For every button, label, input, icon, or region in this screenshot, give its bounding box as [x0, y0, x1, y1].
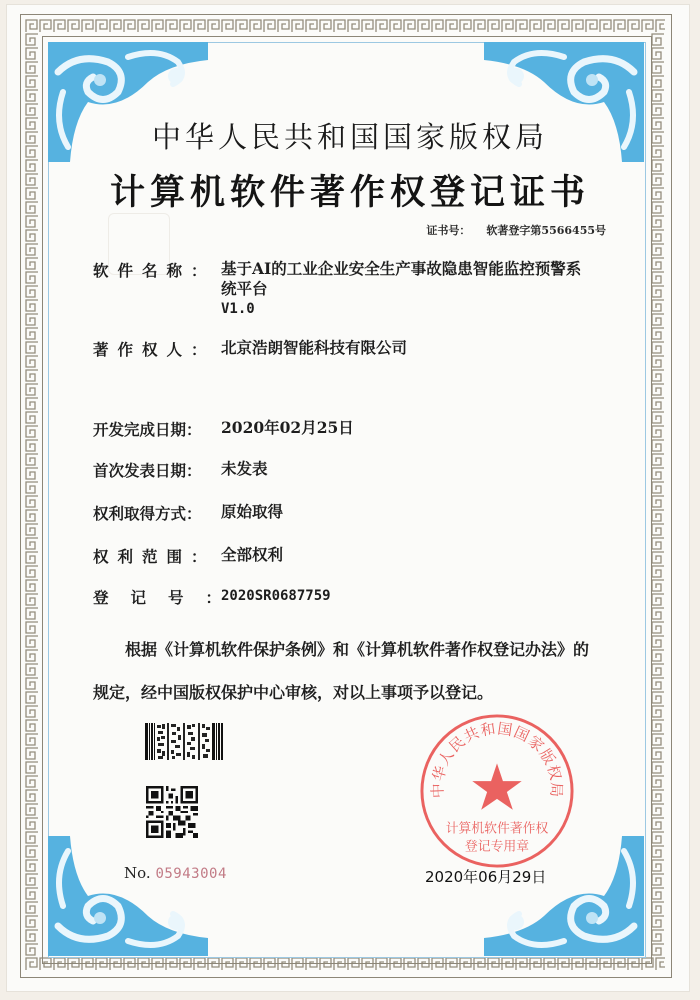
field-label: 软件名称： [93, 261, 216, 280]
issue-date: 2020年06月29日 [425, 868, 547, 886]
software-version: V1.0 [221, 301, 255, 317]
field-value: 未发表 [221, 459, 268, 478]
field-label: 著作权人： [93, 340, 216, 359]
field-label: 首次发表日期： [93, 461, 202, 480]
field-value [221, 259, 621, 319]
field-label: 权利取得方式： [93, 504, 202, 523]
statement-line2: 规定，经中国版权保护中心审核，对以上事项予以登记。 [93, 683, 494, 702]
statement-line1: 根据《计算机软件保护条例》和《计算机软件著作权登记办法》的 [125, 640, 590, 659]
software-name-line2: 统平台 [221, 279, 268, 298]
cert-number-label: 证书号： [426, 224, 471, 237]
field-value: 原始取得 [221, 502, 284, 521]
pdf417-barcode [145, 723, 223, 760]
field-value: 2020SR0687759 [221, 588, 331, 604]
serial-prefix: No. [124, 864, 151, 882]
greek-key-border-top [25, 19, 665, 33]
star-icon [472, 763, 521, 809]
qr-code [146, 786, 198, 838]
official-seal [418, 712, 576, 870]
field-value: 2020年02月25日 [221, 418, 354, 437]
serial-value: 05943004 [155, 866, 227, 882]
serial-number [124, 864, 227, 882]
field-label: 权利范围： [93, 547, 216, 566]
field-value: 北京浩朗智能科技有限公司 [221, 338, 408, 357]
seal-inner-line2: 登记专用章 [464, 839, 530, 855]
seal-inner-line1: 计算机软件著作权 [445, 821, 549, 837]
field-value: 全部权利 [221, 545, 284, 564]
seal-outer-text: 中华人民共和国国家版权局 [429, 720, 565, 799]
certificate-number [426, 222, 606, 238]
issuing-authority: 中华人民共和国国家版权局 [151, 120, 548, 154]
field-label: 开发完成日期： [93, 420, 202, 439]
software-name-line1: 基于AI的工业企业安全生产事故隐患智能监控预警系 [221, 259, 582, 278]
field-label: 登记号： [93, 588, 244, 607]
cert-number-value: 软著登字第5566455号 [486, 224, 606, 237]
corner-ornament-bottom-left [48, 836, 208, 956]
certificate-title: 计算机软件著作权登记证书 [109, 172, 590, 213]
